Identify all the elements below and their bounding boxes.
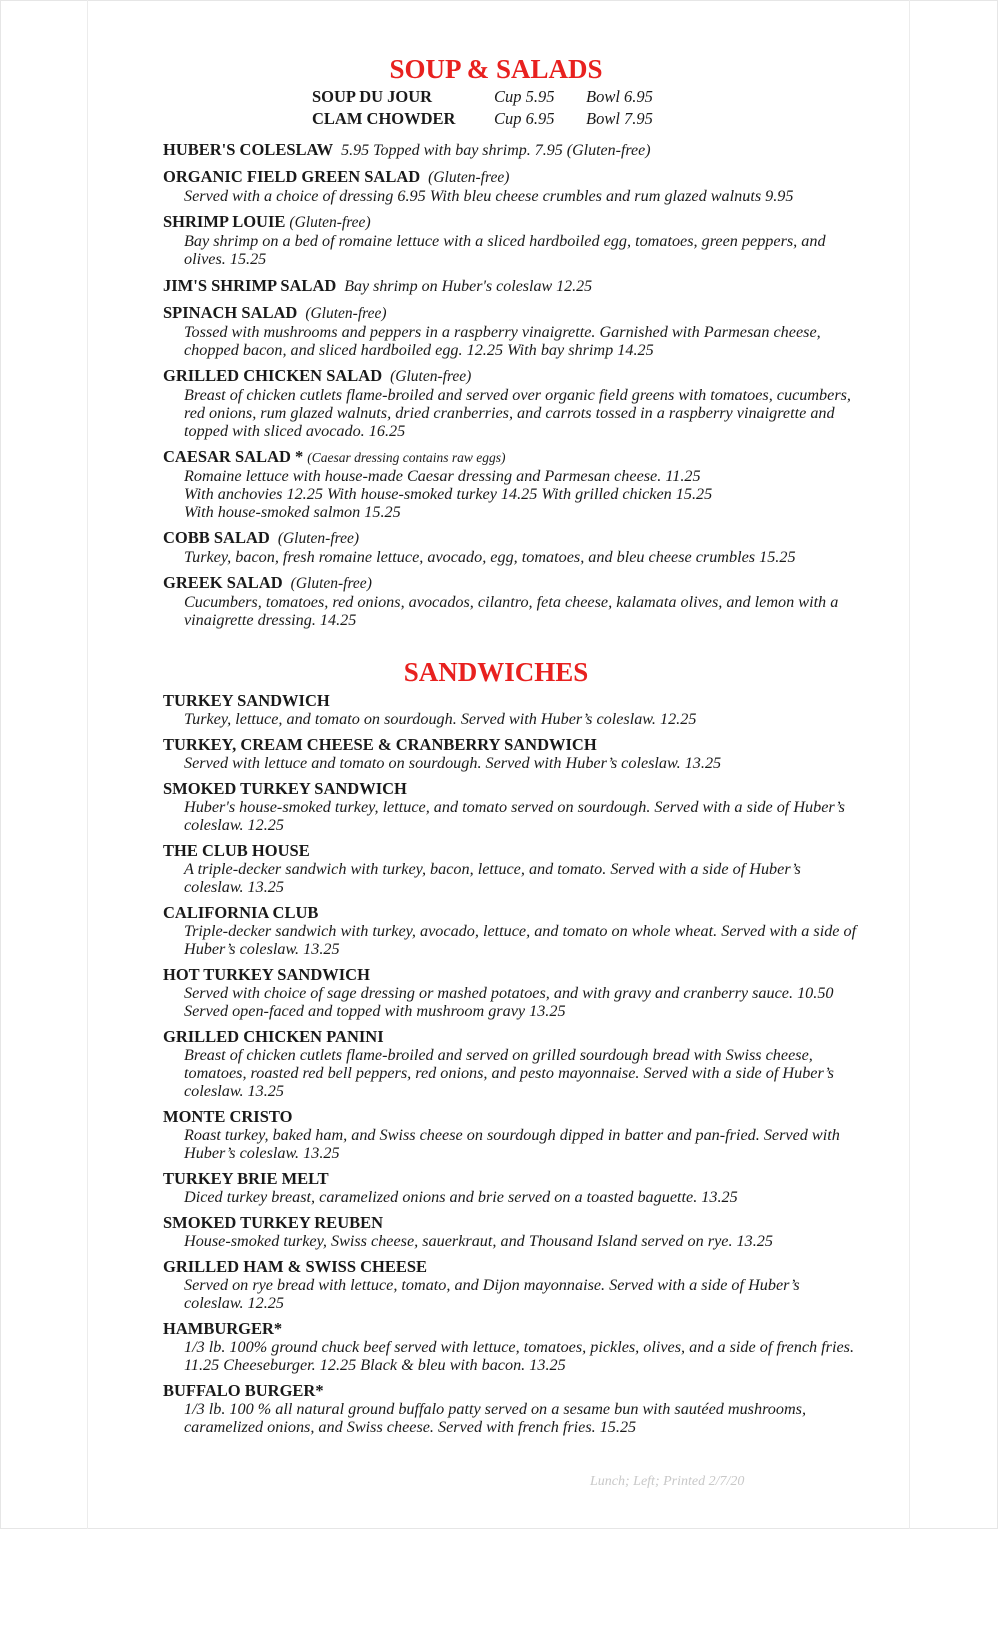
menu-item (163, 277, 863, 296)
soup-cup-price: Cup 5.95 (494, 87, 555, 106)
item-name: ORGANIC FIELD GREEN SALAD (163, 167, 421, 186)
item-description: Served with a choice of dressing 6.95 With bleu cheese crumbles and rum glazed walnuts 9.95 (184, 187, 794, 205)
item-description: Turkey, bacon, fresh romaine lettuce, avocado, egg, tomatoes, and bleu cheese crumbles 15.25 (184, 548, 796, 566)
sandwiches-title: SANDWICHES (403, 657, 589, 687)
menu-item (163, 1382, 863, 1436)
item-description: 1/3 lb. 100 % all natural ground buffalo patty served on a sesame bun with sautéed mushrooms, caramelized onions, and Swiss cheese. Served with french fries. 15.25 (184, 1400, 806, 1436)
item-name: COBB SALAD (163, 528, 270, 547)
item-description: Breast of chicken cutlets flame-broiled and served over organic field greens with tomatoes, cucumbers, red onions, rum glazed walnuts, dried cranberries, and carrots tossed in a raspberry vinaigrette and topped with sliced avocado. 16.25 (184, 386, 851, 440)
item-name: THE CLUB HOUSE (163, 841, 310, 860)
item-name: MONTE CRISTO (163, 1107, 293, 1126)
item-description: Huber's house-smoked turkey, lettuce, and tomato served on sourdough. Served with a side of Huber’s coleslaw. 12.25 (184, 798, 845, 834)
item-description: Turkey, lettuce, and tomato on sourdough. Served with Huber’s coleslaw. 12.25 (184, 710, 697, 728)
item-note: (Gluten-free) (428, 169, 510, 186)
item-description: Diced turkey breast, caramelized onions and brie served on a toasted baguette. 13.25 (184, 1188, 738, 1206)
item-note: (Gluten-free) (290, 575, 372, 592)
menu-item (163, 168, 863, 205)
soup-row (312, 108, 863, 130)
menu-content (163, 52, 863, 1436)
item-name: SMOKED TURKEY SANDWICH (163, 779, 407, 798)
item-description: Romaine lettuce with house-made Caesar dressing and Parmesan cheese. 11.25 (184, 467, 701, 485)
menu-item (163, 1214, 863, 1250)
menu-item (163, 1028, 863, 1100)
menu-item (163, 736, 863, 772)
menu-item (163, 1170, 863, 1206)
menu-item (163, 1258, 863, 1312)
item-description: Served on rye bread with lettuce, tomato, and Dijon mayonnaise. Served with a side of Huber’s coleslaw. 12.25 (184, 1276, 800, 1312)
item-name: HAMBURGER* (163, 1319, 283, 1338)
soup-salads-title: SOUP & SALADS (389, 54, 603, 84)
item-name: BUFFALO BURGER* (163, 1381, 324, 1400)
item-name: JIM'S SHRIMP SALAD (163, 276, 337, 295)
soup-bowl-price: Bowl 7.95 (586, 109, 653, 128)
item-description: Tossed with mushrooms and peppers in a raspberry vinaigrette. Garnished with Parmesan cheese, chopped bacon, and sliced hardboiled egg. 12.25 With bay shrimp 14.25 (184, 323, 821, 359)
item-name: GRILLED CHICKEN SALAD (163, 366, 383, 385)
menu-item (163, 367, 863, 440)
item-description: Served with lettuce and tomato on sourdough. Served with Huber’s coleslaw. 13.25 (184, 754, 722, 772)
menu-item (163, 304, 863, 359)
item-description: With house-smoked salmon 15.25 (184, 503, 401, 521)
item-description: Cucumbers, tomatoes, red onions, avocados, cilantro, feta cheese, kalamata olives, and lemon with a vinaigrette dressing. 14.25 (184, 593, 839, 629)
menu-item (163, 842, 863, 896)
menu-item (163, 448, 863, 521)
item-name: TURKEY SANDWICH (163, 691, 330, 710)
item-description: With anchovies 12.25 With house-smoked turkey 14.25 With grilled chicken 15.25 (184, 485, 713, 503)
menu-item (163, 904, 863, 958)
item-description: Roast turkey, baked ham, and Swiss cheese on sourdough dipped in batter and pan-fried. Served with Huber’s coleslaw. 13.25 (184, 1126, 840, 1162)
menu-item (163, 1320, 863, 1374)
menu-item (163, 141, 863, 160)
soup-bowl-price: Bowl 6.95 (586, 87, 653, 106)
item-name: CALIFORNIA CLUB (163, 903, 319, 922)
menu-item (163, 1108, 863, 1162)
item-name: GREEK SALAD (163, 573, 283, 592)
item-note: (Caesar dressing contains raw eggs) (307, 450, 506, 465)
item-name: HOT TURKEY SANDWICH (163, 965, 370, 984)
item-note: (Gluten-free) (305, 305, 387, 322)
menu-item (163, 574, 863, 629)
item-description: 1/3 lb. 100% ground chuck beef served with lettuce, tomatoes, pickles, olives, and a side of french fries. 11.25 Cheeseburger. 12.25 Black & bleu with bacon. 13.25 (184, 1338, 854, 1374)
item-note: (Gluten-free) (390, 368, 472, 385)
menu-item (163, 213, 863, 268)
soup-cup-price: Cup 6.95 (494, 109, 555, 128)
item-description: Breast of chicken cutlets flame-broiled and served on grilled sourdough bread with Swiss cheese, tomatoes, roasted red bell peppers, red onions, and pesto mayonnaise. Served with a side of Huber’s coleslaw. 13.25 (184, 1046, 834, 1100)
item-name: TURKEY, CREAM CHEESE & CRANBERRY SANDWICH (163, 735, 597, 754)
item-name: HUBER'S COLESLAW (163, 140, 334, 159)
print-footer-note: Lunch; Left; Printed 2/7/20 (590, 1474, 745, 1489)
menu-item (163, 529, 863, 566)
soup-row (312, 86, 863, 108)
menu-item (163, 966, 863, 1020)
item-description: House-smoked turkey, Swiss cheese, sauerkraut, and Thousand Island served on rye. 13.25 (184, 1232, 773, 1250)
item-description: 5.95 Topped with bay shrimp. 7.95 (Gluten-free) (341, 142, 651, 159)
soup-table (312, 86, 863, 130)
soup-name: SOUP DU JOUR (312, 87, 433, 106)
item-note: (Gluten-free) (277, 530, 360, 547)
item-name: SPINACH SALAD (163, 303, 298, 322)
item-note: (Gluten-free) (289, 214, 371, 231)
item-name: GRILLED HAM & SWISS CHEESE (163, 1257, 428, 1276)
menu-item (163, 692, 863, 728)
item-description: Served with choice of sage dressing or mashed potatoes, and with gravy and cranberry sauce. 10.50 Served open-faced and topped with mushroom gravy 13.25 (184, 984, 834, 1020)
item-name: SMOKED TURKEY REUBEN (163, 1213, 384, 1232)
item-name: GRILLED CHICKEN PANINI (163, 1027, 384, 1046)
item-description: Bay shrimp on a bed of romaine lettuce with a sliced hardboiled egg, tomatoes, green peppers, and olives. 15.25 (184, 232, 826, 268)
item-description: A triple-decker sandwich with turkey, bacon, lettuce, and tomato. Served with a side of Huber’s coleslaw. 13.25 (184, 860, 801, 896)
item-name: CAESAR SALAD * (163, 447, 304, 466)
item-description: Triple-decker sandwich with turkey, avocado, lettuce, and tomato on whole wheat. Served with a side of Huber’s coleslaw. 13.25 (184, 922, 857, 958)
item-description: Bay shrimp on Huber's coleslaw 12.25 (344, 278, 593, 295)
item-name: TURKEY BRIE MELT (163, 1169, 329, 1188)
menu-item (163, 780, 863, 834)
soup-name: CLAM CHOWDER (312, 109, 456, 128)
item-name: SHRIMP LOUIE (163, 212, 286, 231)
